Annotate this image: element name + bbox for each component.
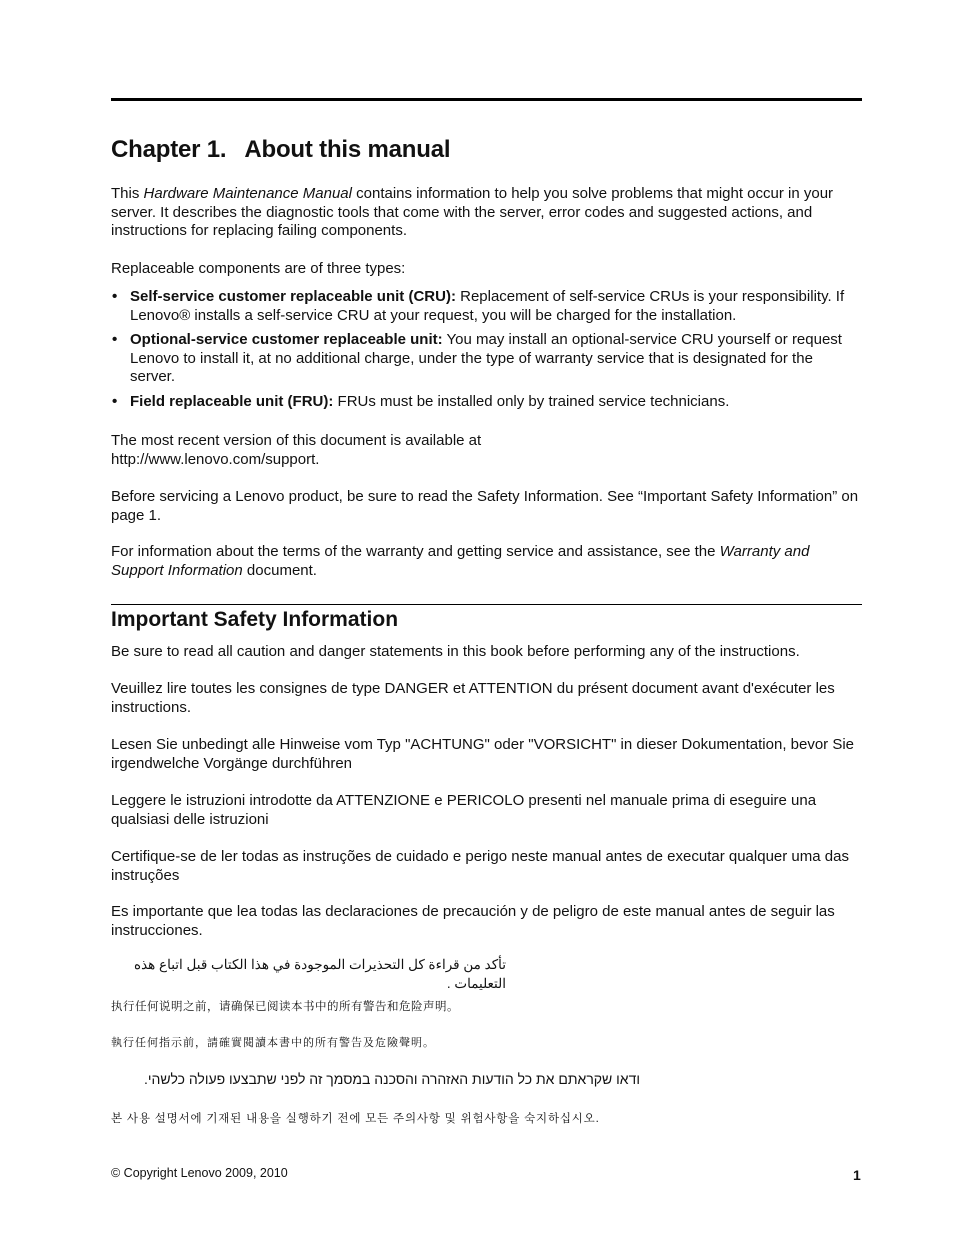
bullet-term: Field replaceable unit (FRU): xyxy=(130,392,334,410)
list-item xyxy=(111,288,862,325)
list-item xyxy=(111,331,862,387)
intro-post: contains information to help you solve problems that might occur in your server. It describes the diagnostic tools that come with the server, error codes and suggested actions, and instructions for replacing failing components. xyxy=(111,185,834,239)
safety-french: Veuillez lire toutes les consignes de type DANGER et ATTENTION du présent document avant d'exécuter les instructions. xyxy=(111,680,835,716)
chapter-title xyxy=(111,136,450,164)
safety-korean: 본 사용 설명서에 기재된 내용을 실행하기 전에 모든 주의사항 및 위험사항을 숙지하십시오. xyxy=(111,1113,600,1125)
warranty-doc-name: Warranty and Support Information xyxy=(111,543,810,579)
bullet-icon: • xyxy=(112,392,118,410)
component-types-list xyxy=(111,288,862,417)
intro-pre: This xyxy=(111,185,144,202)
chapter-number: Chapter 1. xyxy=(111,136,227,163)
warranty-pre: For information about the terms of the warranty and getting service and assistance, see the xyxy=(111,543,720,560)
copyright: © Copyright Lenovo 2009, 2010 xyxy=(111,1166,288,1180)
bullet-text: You may install an optional-service CRU yourself or request Lenovo to install it, at no additional charge, under the type of warranty service that is designated for the server. xyxy=(130,331,842,385)
safety-portuguese: Certifique-se de ler todas as instruções de cuidado e perigo neste manual antes de executar qualquer uma das instruções xyxy=(111,848,849,884)
top-rule xyxy=(111,98,862,101)
safety-english: Be sure to read all caution and danger statements in this book before performing any of the instructions. xyxy=(111,643,800,660)
safety-italian: Leggere le istruzioni introdotte da ATTENZIONE e PERICOLO presenti nel manuale prima di eseguire una qualsiasi delle istruzioni xyxy=(111,792,817,828)
support-link[interactable]: http://www.lenovo.com/support. xyxy=(111,450,320,468)
bullet-text: FRUs must be installed only by trained service technicians. xyxy=(333,392,730,410)
warranty-paragraph xyxy=(111,543,862,580)
before-servicing-paragraph: Before servicing a Lenovo product, be sure to read the Safety Information. See “Important Safety Information” on page 1. xyxy=(111,488,859,524)
intro-paragraph xyxy=(111,185,862,241)
manual-name: Hardware Maintenance Manual xyxy=(143,185,352,202)
recent-version-text: The most recent version of this document is available at xyxy=(111,432,482,449)
types-intro: Replaceable components are of three types: xyxy=(111,260,406,277)
bullet-text: Replacement of self-service CRUs is your responsibility. If Lenovo® installs a self-service CRU at your request, you will be charged for the installation. xyxy=(130,288,845,324)
section-title: Important Safety Information xyxy=(111,608,399,631)
section-rule xyxy=(111,604,862,605)
bullet-icon: • xyxy=(112,288,118,305)
safety-hebrew: ודאו שקראתם את כל הודעות האזהרה והסכנה במסמך זה לפני שתבצעו פעולה כלשהי. xyxy=(143,1071,640,1087)
page-number: 1 xyxy=(853,1167,861,1183)
recent-version-paragraph xyxy=(111,432,862,469)
list-item xyxy=(111,393,862,412)
bullet-term: Optional-service customer replaceable unit: xyxy=(130,331,443,348)
bullet-term: Self-service customer replaceable unit (CRU): xyxy=(130,288,456,305)
safety-german: Lesen Sie unbedingt alle Hinweise vom Typ "ACHTUNG" oder "VORSICHT" in dieser Dokumentation, bevor Sie irgendwelche Vorgänge durchführen xyxy=(111,736,855,772)
safety-chinese-simplified: 执行任何说明之前，请确保已阅读本书中的所有警告和危险声明。 xyxy=(111,1001,459,1013)
bullet-icon: • xyxy=(112,331,118,348)
safety-spanish: Es importante que lea todas las declaraciones de precaución y de peligro de este manual antes de seguir las instrucciones. xyxy=(111,903,835,939)
warranty-post: document. xyxy=(242,561,317,579)
safety-chinese-traditional: 執行任何指示前，請確實閱讀本書中的所有警告及危險聲明。 xyxy=(111,1037,435,1049)
safety-arabic: تأكد من قراءة كل التحذيرات الموجودة في هذا الكتاب قبل اتباع هذه التعليمات . xyxy=(134,957,506,991)
chapter-name: About this manual xyxy=(244,136,451,163)
